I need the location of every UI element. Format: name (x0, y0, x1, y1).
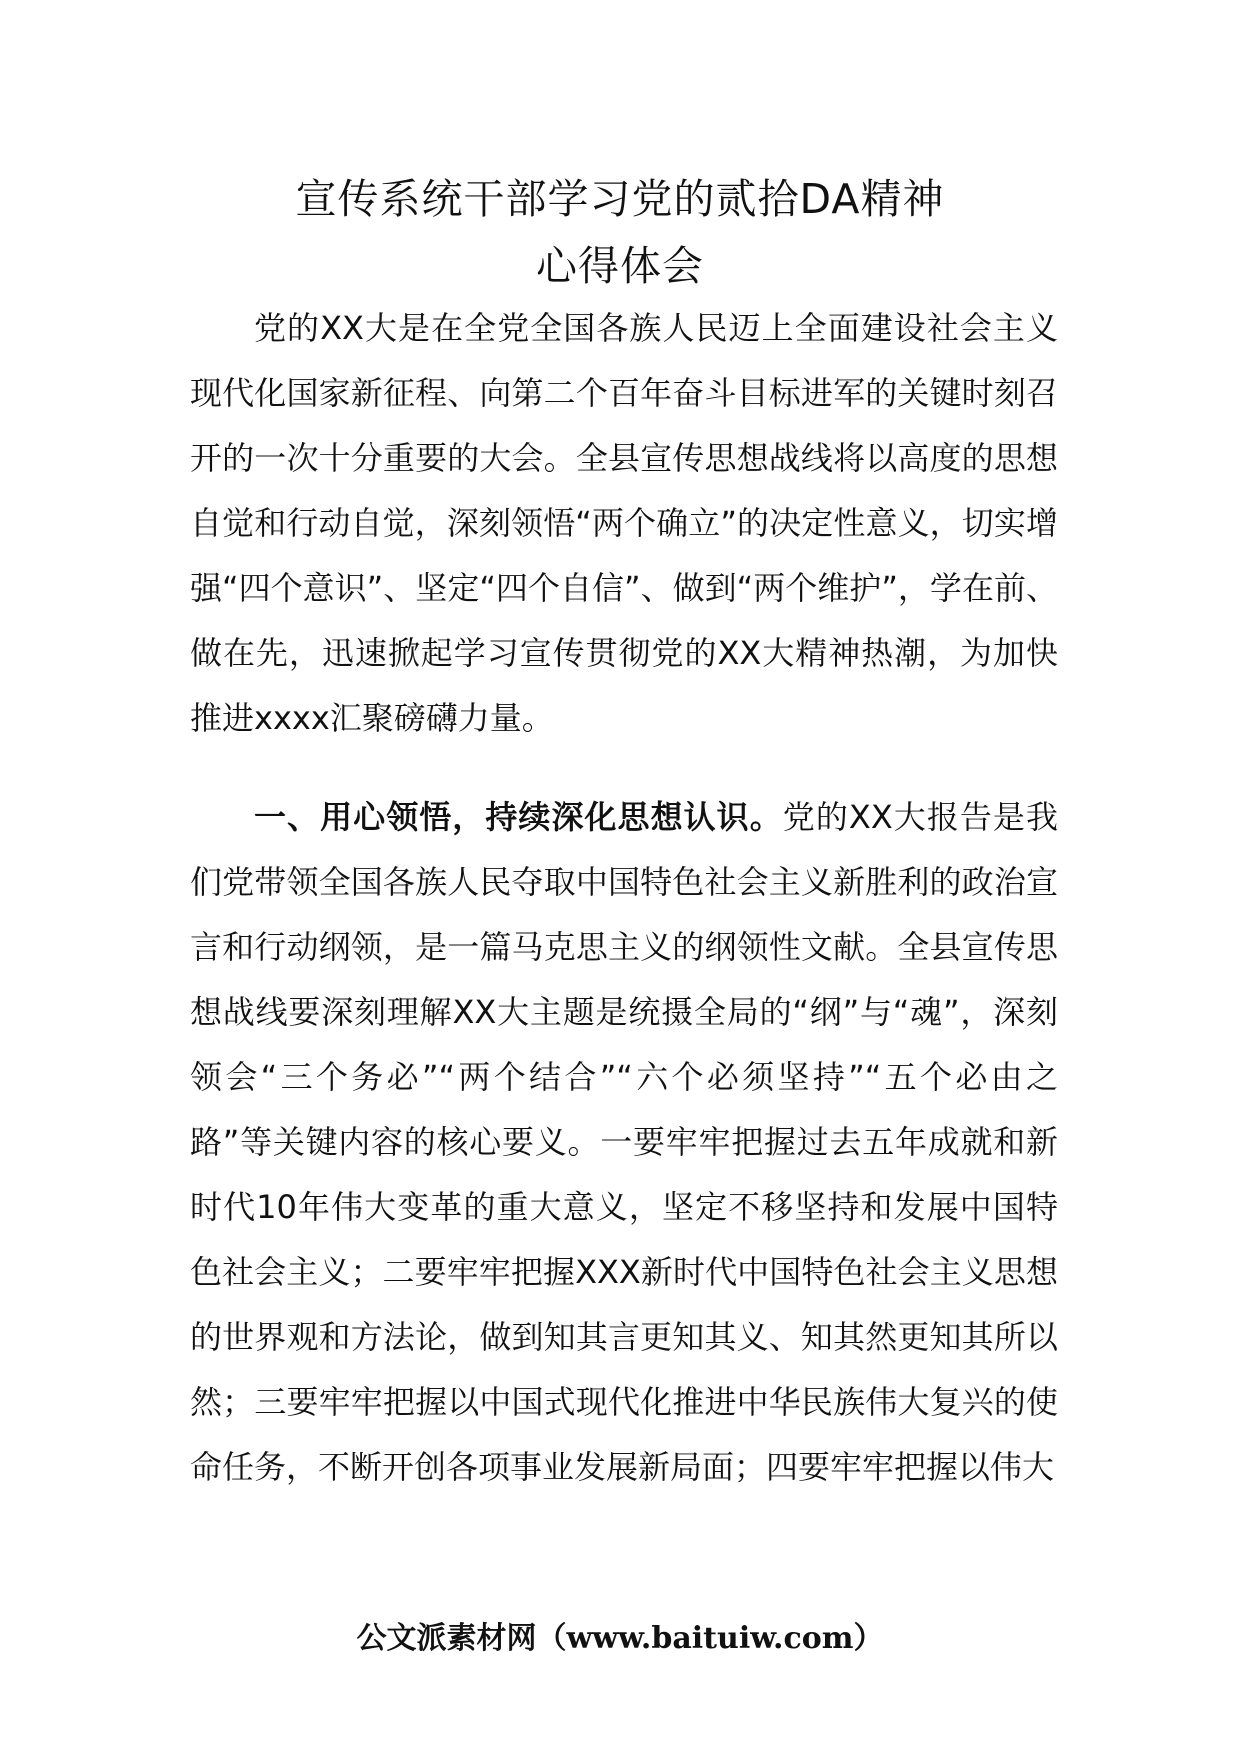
document-title-line-2: 心得体会 (536, 242, 704, 290)
section-one-body: 党的XX大报告是我们党带领全国各族人民夺取中国特色社会主义新胜利的政治宣言和行动纲领，是一篇马克思主义的纲领性文献。全县宣传思想战线要深刻理解XX大主题是统摄全局的“纲”与“魂”，深刻领会“三个务必”“两个结合”“六个必须坚持”“五个必由之路”等关键内容的核心要义。一要牢牢把握过去五年成就和新时代10年伟大变革的重大意义，坚定不移坚持和发展中国特色社会主义；二要牢牢把握XXX新时代中国特色社会主义思想的世界观和方法论，做到知其言更知其义、知其然更知其所以然；三要牢牢把握以中国式现代化推进中华民族伟大复兴的使命任务，不断开创各项事业发展新局面；四要牢牢把握以伟大 (190, 798, 1058, 1486)
section-heading-one: 一、用心领悟，持续深化思想认识。 (254, 798, 783, 836)
document-title-line-1: 宣传系统干部学习党的贰拾DA精神 (295, 175, 945, 223)
paragraph-section-one (190, 785, 1058, 1500)
footer-watermark: 公文派素材网（www.baituiw.com） (356, 1621, 884, 1656)
paragraph-intro: 党的XX大是在全党全国各族人民迈上全面建设社会主义现代化国家新征程、向第二个百年奋斗目标进军的关键时刻召开的一次十分重要的大会。全县宣传思想战线将以高度的思想自觉和行动自觉，深刻领悟“两个确立”的决定性意义，切实增强“四个意识”、坚定“四个自信”、做到“两个维护”，学在前、做在先，迅速掀起学习宣传贯彻党的XX大精神热潮，为加快推进xxxx汇聚磅礴力量。 (190, 309, 1058, 737)
